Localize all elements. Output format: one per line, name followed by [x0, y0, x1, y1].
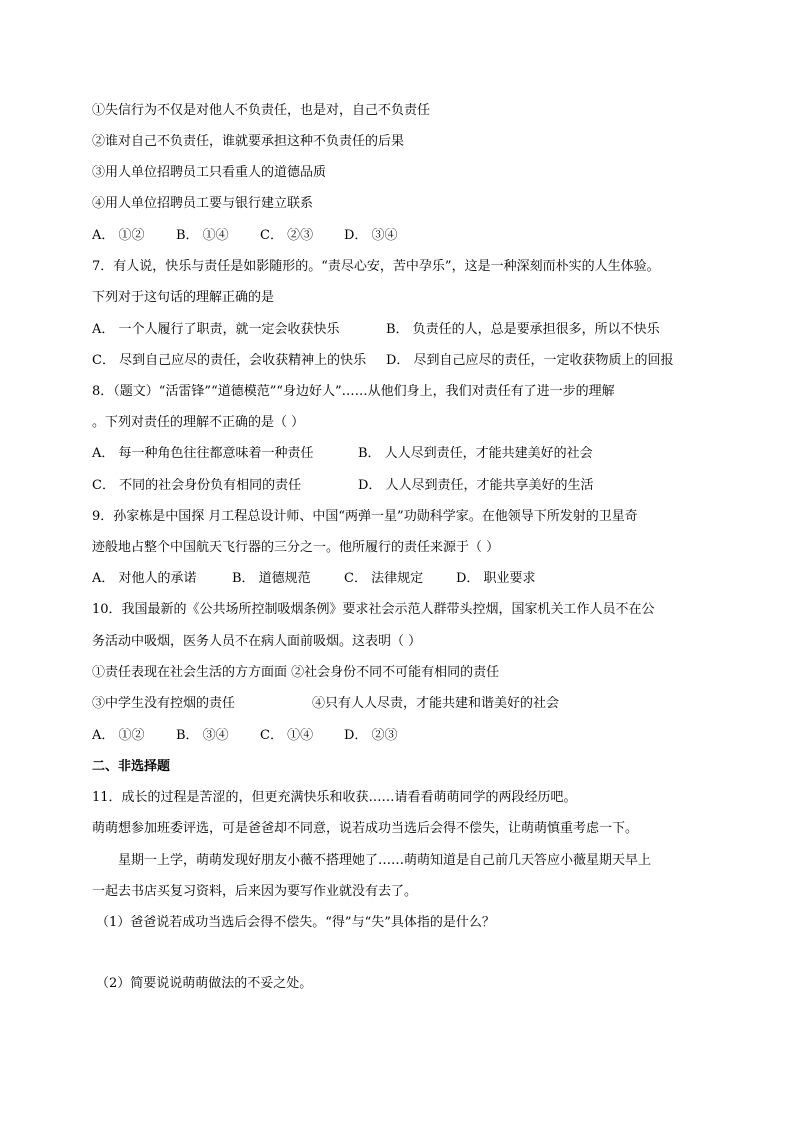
- q9-option-a[interactable]: A． 对他人的承诺: [92, 571, 197, 586]
- q11-subquestion-1: （1）爸爸说若成功当选后会得不偿失。“得”与“失”具体指的是什么？: [96, 915, 495, 930]
- q7-options-row-2: [92, 353, 714, 369]
- q6-statement-1: ①失信行为不仅是对他人不负责任，也是对，自己不负责任: [92, 103, 431, 118]
- q6-option-c[interactable]: C． ②③: [260, 228, 314, 243]
- section-heading: 二、非选择题: [92, 759, 171, 774]
- q8-stem-line-2: 。下列对责任的理解不正确的是（ ）: [92, 415, 305, 430]
- q6-option-d[interactable]: D． ③④: [344, 228, 398, 243]
- q9-option-c[interactable]: C． 法律规定: [344, 571, 424, 586]
- q8-option-d[interactable]: D． 人人尽到责任，才能共享美好的生活: [358, 478, 594, 493]
- q10-options: [92, 728, 714, 744]
- q9-options: [92, 571, 714, 587]
- q10-statements-3-4: [92, 696, 714, 712]
- q11-stem-line-2: 萌萌想参加班委评选，可是爸爸却不同意，说若成功当选后会得不偿失，让萌萌慎重考虑一下。: [92, 821, 639, 836]
- q6-statement-2: ②谁对自己不负责任，谁就要承担这种不负责任的后果: [92, 134, 405, 149]
- q8-option-a[interactable]: A． 每一种角色往往都意味着一种责任: [92, 446, 314, 461]
- q10-option-a[interactable]: A． ①②: [92, 728, 145, 743]
- q7-option-c[interactable]: C． 尽到自己应尽的责任，会收获精神上的快乐: [92, 353, 367, 368]
- q6-statement-4: ④用人单位招聘员工要与银行建立联系: [92, 196, 314, 211]
- q6-options: [92, 228, 714, 244]
- q10-statements-1-2: ①责任表现在社会生活的方方面面 ②社会身份不同不可能有相同的责任: [92, 665, 500, 680]
- q10-option-c[interactable]: C． ①④: [260, 728, 314, 743]
- q7-option-b[interactable]: B． 负责任的人，总是要承担很多，所以不快乐: [386, 322, 660, 337]
- q11-subquestion-2: （2）简要说说萌萌做法的不妥之处。: [96, 976, 313, 991]
- q8-options-row-2: [92, 478, 714, 494]
- q10-option-d[interactable]: D． ②③: [344, 728, 398, 743]
- q6-option-b[interactable]: B． ①④: [176, 228, 229, 243]
- q11-stem-line-1: 11．成长的过程是苦涩的，但更充满快乐和收获……请看看萌萌同学的两段经历吧。: [92, 790, 577, 805]
- q8-stem-line-1: 8．（题文）“活雷锋”“道德模范”“身边好人”……从他们身上，我们对责任有了进一步的理解: [92, 384, 615, 399]
- q6-option-a[interactable]: A． ①②: [92, 228, 145, 243]
- q10-stem-line-1: 10．我国最新的《公共场所控制吸烟条例》要求社会示范人群带头控烟，国家机关工作人员不在公: [92, 602, 655, 617]
- q10-stem-line-2: 务活动中吸烟，医务人员不在病人面前吸烟。这表明（ ）: [92, 634, 422, 649]
- q7-option-a[interactable]: A． 一个人履行了职责，就一定会收获快乐: [92, 322, 340, 337]
- q8-option-b[interactable]: B． 人人尽到责任，才能共建美好的社会: [358, 446, 593, 461]
- q6-statement-3: ③用人单位招聘员工只看重人的道德品质: [92, 165, 327, 180]
- q11-stem-line-3: 星期一上学，萌萌发现好朋友小薇不搭理她了……萌萌知道是自己前几天答应小薇星期天早上: [118, 853, 652, 868]
- q10-statement-3: ③中学生没有控烟的责任: [92, 696, 236, 711]
- q8-options-row-1: [92, 446, 714, 462]
- q10-option-b[interactable]: B． ③④: [176, 728, 229, 743]
- q7-option-d[interactable]: D． 尽到自己应尽的责任，一定收获物质上的回报: [386, 353, 674, 368]
- q9-option-d[interactable]: D． 职业要求: [456, 571, 536, 586]
- q10-statement-4: ④只有人人尽责，才能共建和谐美好的社会: [312, 696, 560, 711]
- q11-stem-line-4: 一起去书店买复习资料，后来因为要写作业就没有去了。: [92, 884, 418, 899]
- q7-stem-line-1: 7．有人说，快乐与责任是如影随形的。“责尽心安，苦中孕乐”，这是一种深刻而朴实的人生体验。: [92, 259, 660, 274]
- q9-stem-line-1: 9．孙家栋是中国探 月工程总设计师、中国“两弹一星”功勋科学家。在他领导下所发射的卫星奇: [92, 509, 638, 524]
- q7-stem-line-2: 下列对于这句话的理解正确的是: [92, 290, 275, 305]
- q8-option-c[interactable]: C． 不同的社会身份负有相同的责任: [92, 478, 302, 493]
- q9-stem-line-2: 迹般地占整个中国航天飞行器的三分之一。他所履行的责任来源于（ ）: [92, 540, 500, 555]
- q7-options-row-1: [92, 322, 714, 338]
- q9-option-b[interactable]: B． 道德规范: [232, 571, 311, 586]
